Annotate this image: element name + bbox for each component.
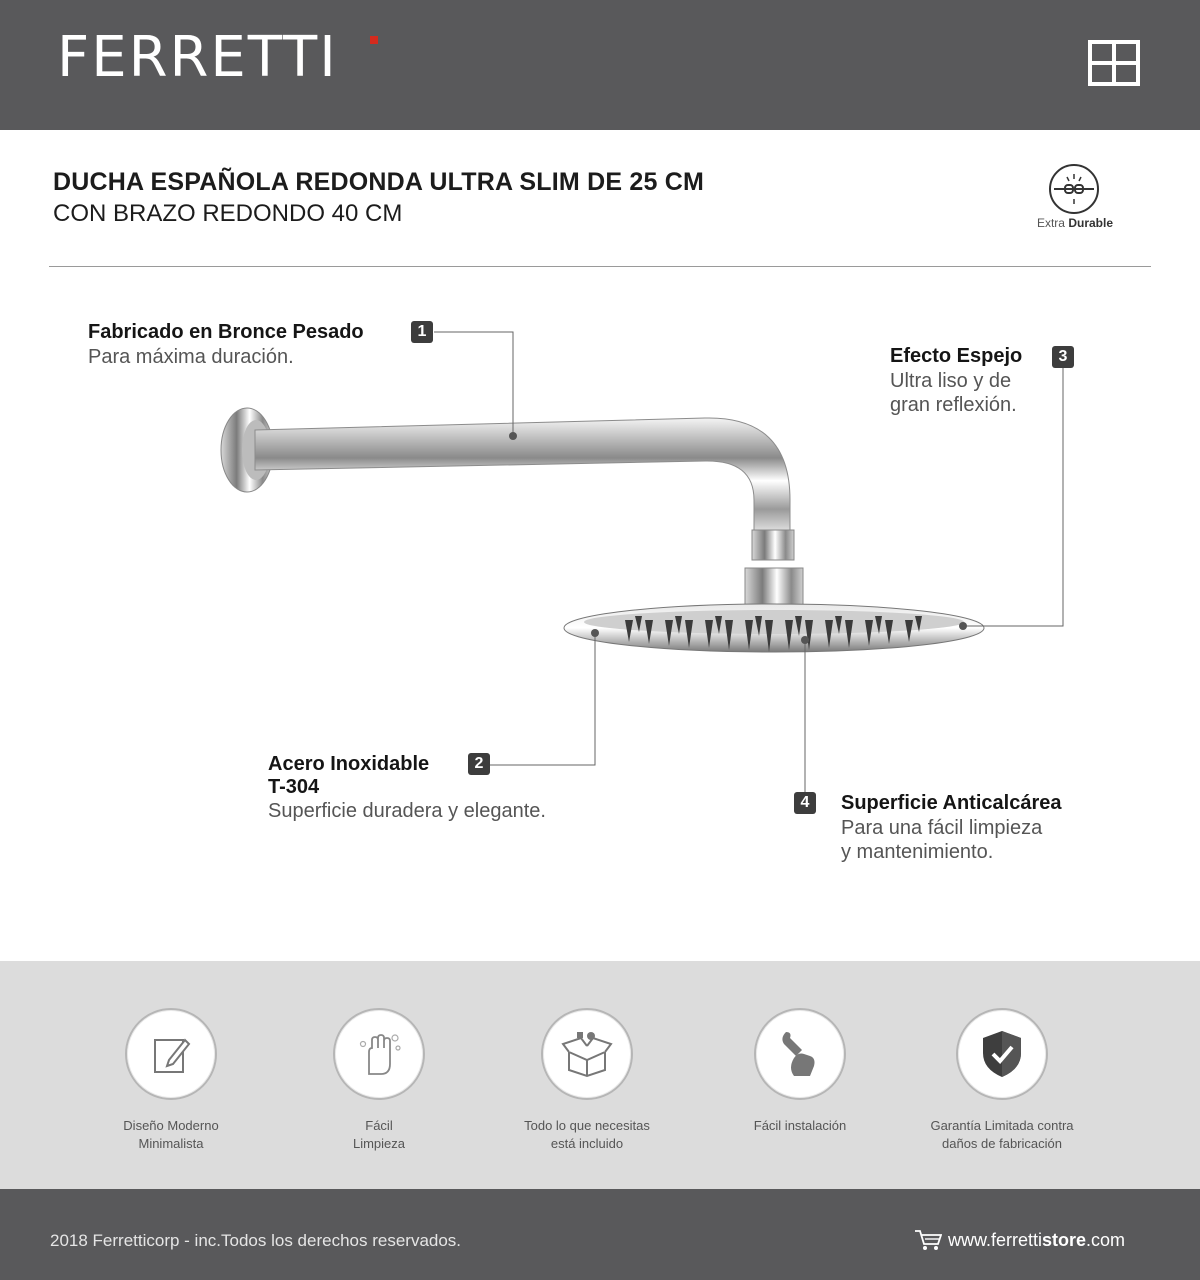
extra-durable-label: Extra Durable: [1036, 216, 1114, 230]
product-subtitle: CON BRAZO REDONDO 40 CM: [53, 200, 403, 227]
hand-bubbles-icon: [355, 1030, 403, 1078]
features-section: [0, 961, 1200, 1189]
wrench-hand-icon: [776, 1028, 824, 1080]
feature-label-line2: Minimalista: [138, 1136, 204, 1151]
feature-modern-design: [71, 1008, 271, 1153]
feature-label-line1: Diseño Moderno: [123, 1118, 219, 1133]
feature-label-line2: está incluido: [550, 1136, 624, 1151]
callout-4-desc-line2: y mantenimiento.: [841, 841, 994, 863]
callout-1-desc: Para máxima duración.: [88, 346, 294, 368]
brand-accent-dot: [370, 36, 378, 44]
feature-icon-circle: [754, 1008, 846, 1100]
callout-4-desc-line1: Para una fácil limpieza: [841, 817, 1043, 839]
store-url-bold: store: [1042, 1229, 1087, 1250]
callout-3-desc-line1: Ultra liso y de: [890, 370, 1012, 392]
feature-easy-cleaning: [279, 1008, 479, 1153]
callout-3-title: Efecto Espejo: [890, 345, 1023, 367]
callout-2-title-line2: T-304: [268, 776, 320, 798]
callout-1-title: Fabricado en Bronce Pesado: [88, 321, 364, 343]
feature-label-line1: Fácil: [365, 1118, 393, 1133]
callout-2-desc: Superficie duradera y elegante.: [268, 800, 546, 822]
feature-easy-installation: [700, 1008, 900, 1135]
feature-label-line1: Todo lo que necesitas: [524, 1118, 650, 1133]
feature-label-line1: Fácil instalación: [753, 1118, 847, 1133]
feature-all-included: [487, 1008, 687, 1153]
extra-durable-icon: [1048, 163, 1100, 215]
callout-2-title: Acero Inoxidable: [268, 753, 430, 775]
open-box-icon: [561, 1030, 613, 1078]
callout-4-number: 4: [794, 792, 816, 814]
shopping-cart-icon: [914, 1229, 942, 1251]
feature-label-line2: daños de fabricación: [942, 1136, 1062, 1151]
feature-icon-circle: [125, 1008, 217, 1100]
shield-check-icon: [979, 1029, 1025, 1079]
header: [0, 0, 1200, 130]
ferretti-monogram-icon[interactable]: [1088, 40, 1140, 86]
divider: [49, 266, 1151, 267]
callout-3-number: 3: [1052, 346, 1074, 368]
callout-3-desc-line2: gran reflexión.: [890, 394, 1017, 416]
feature-limited-warranty: [902, 1008, 1102, 1153]
feature-label-line2: Limpieza: [352, 1136, 406, 1151]
store-url-prefix: www.ferretti: [948, 1229, 1043, 1250]
callout-2-number: 2: [468, 753, 490, 775]
copyright-text: 2018 Ferretticorp - inc.Todos los derechos reservados.: [50, 1231, 462, 1250]
store-link[interactable]: [914, 1229, 1125, 1251]
pencil-document-icon: [149, 1032, 193, 1076]
brand-logo[interactable]: FERRETTI: [57, 25, 338, 90]
feature-icon-circle: [333, 1008, 425, 1100]
product-title: DUCHA ESPAÑOLA REDONDA ULTRA SLIM DE 25 CM: [53, 168, 705, 196]
callout-1-number: 1: [411, 321, 433, 343]
footer: [0, 1189, 1200, 1280]
feature-icon-circle: [541, 1008, 633, 1100]
feature-label-line1: Garantía Limitada contra: [930, 1118, 1074, 1133]
callout-4-title: Superficie Anticalcárea: [841, 792, 1062, 814]
store-url-suffix: .com: [1086, 1229, 1126, 1250]
feature-icon-circle: [956, 1008, 1048, 1100]
